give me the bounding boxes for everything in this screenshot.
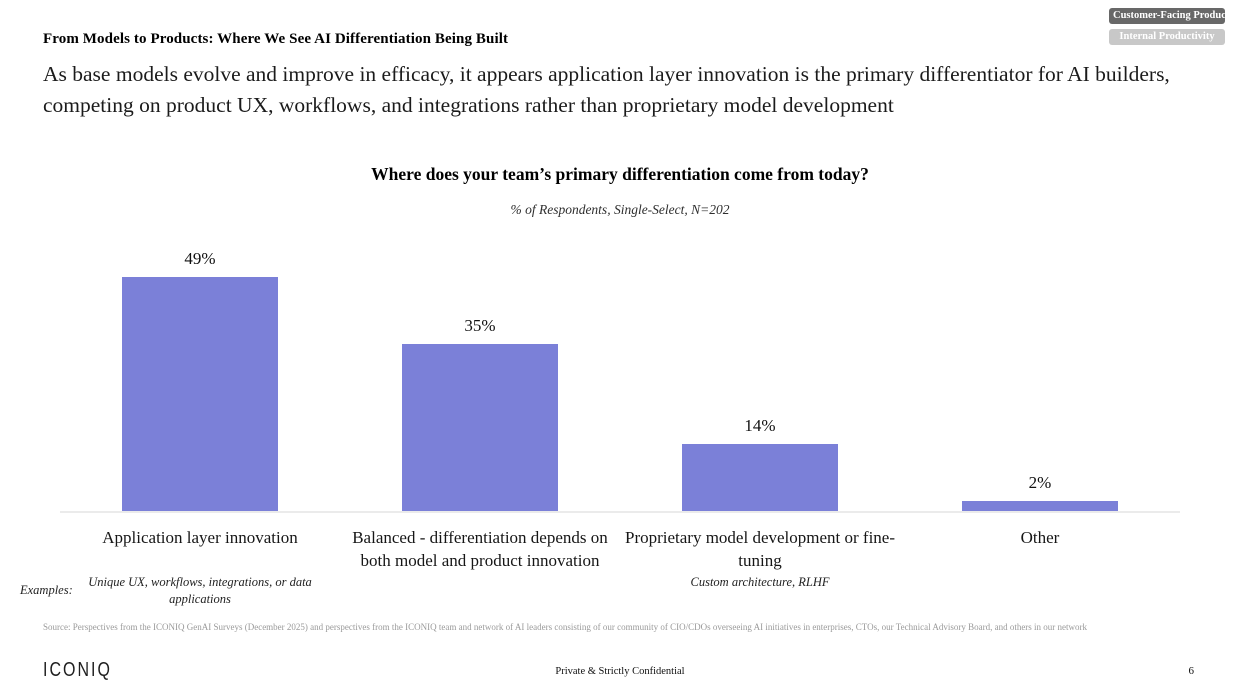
bar-other [962,501,1118,511]
bar-column [60,229,340,511]
example-text: Unique UX, workflows, integrations, or data applications [88,575,312,606]
category-label: Proprietary model development or fine-tuning [624,528,896,570]
badge-customer-facing-products[interactable]: Customer-Facing Products [1109,8,1225,24]
examples-label: Examples: [20,583,73,597]
confidentiality-notice: Private & Strictly Confidential [555,666,685,677]
bar-proprietary-model [682,444,838,511]
example-text: Custom architecture, RLHF [690,575,830,589]
example-cell [60,574,340,608]
page-number: 6 [1188,665,1194,677]
chart-subtitle: % of Respondents, Single-Select, N=202 [510,202,730,217]
view-toggle-badges [1109,8,1234,45]
badge-internal-productivity[interactable]: Internal Productivity [1109,29,1225,45]
bar-value-label: 49% [184,249,216,268]
source-note: Source: Perspectives from the ICONIQ GenAI Surveys (December 2025) and perspectives from the ICONIQ team and network of AI leaders consisting of our community of CIO/CDOs overseeing AI initiatives in enterprises, CTOs, our Technical Advisory Board, and others in our network [43,622,1088,632]
category-label: Other [1020,528,1060,547]
bar-value-label: 2% [1028,473,1052,492]
example-cell [620,574,900,608]
bar-value-label: 14% [744,416,776,435]
example-cell [340,574,620,608]
bar-application-layer [122,277,278,511]
iconiq-logo: ICONIQ [43,659,112,681]
category-label: Balanced - differentiation depends on both model and product innovation [352,528,608,570]
example-cell [900,574,1180,608]
examples-row [60,574,1180,608]
chart-title: Where does your team’s primary differentiation come from today? [371,164,869,184]
category-label: Application layer innovation [102,528,298,547]
category-labels-row [60,527,1180,573]
bar-column [620,229,900,511]
bar-column [900,229,1180,511]
bar-balanced [402,344,558,511]
bar-column [340,229,620,511]
slide-kicker-title: From Models to Products: Where We See AI Differentiation Being Built [43,31,509,47]
slide-headline: As base models evolve and improve in efficacy, it appears application layer innovation is the primary differentiator for AI builders, competing on product UX, workflows, and integrations rather than proprietary model development [43,62,1170,117]
bar-chart-plot [60,229,1180,513]
bar-value-label: 35% [464,316,496,335]
